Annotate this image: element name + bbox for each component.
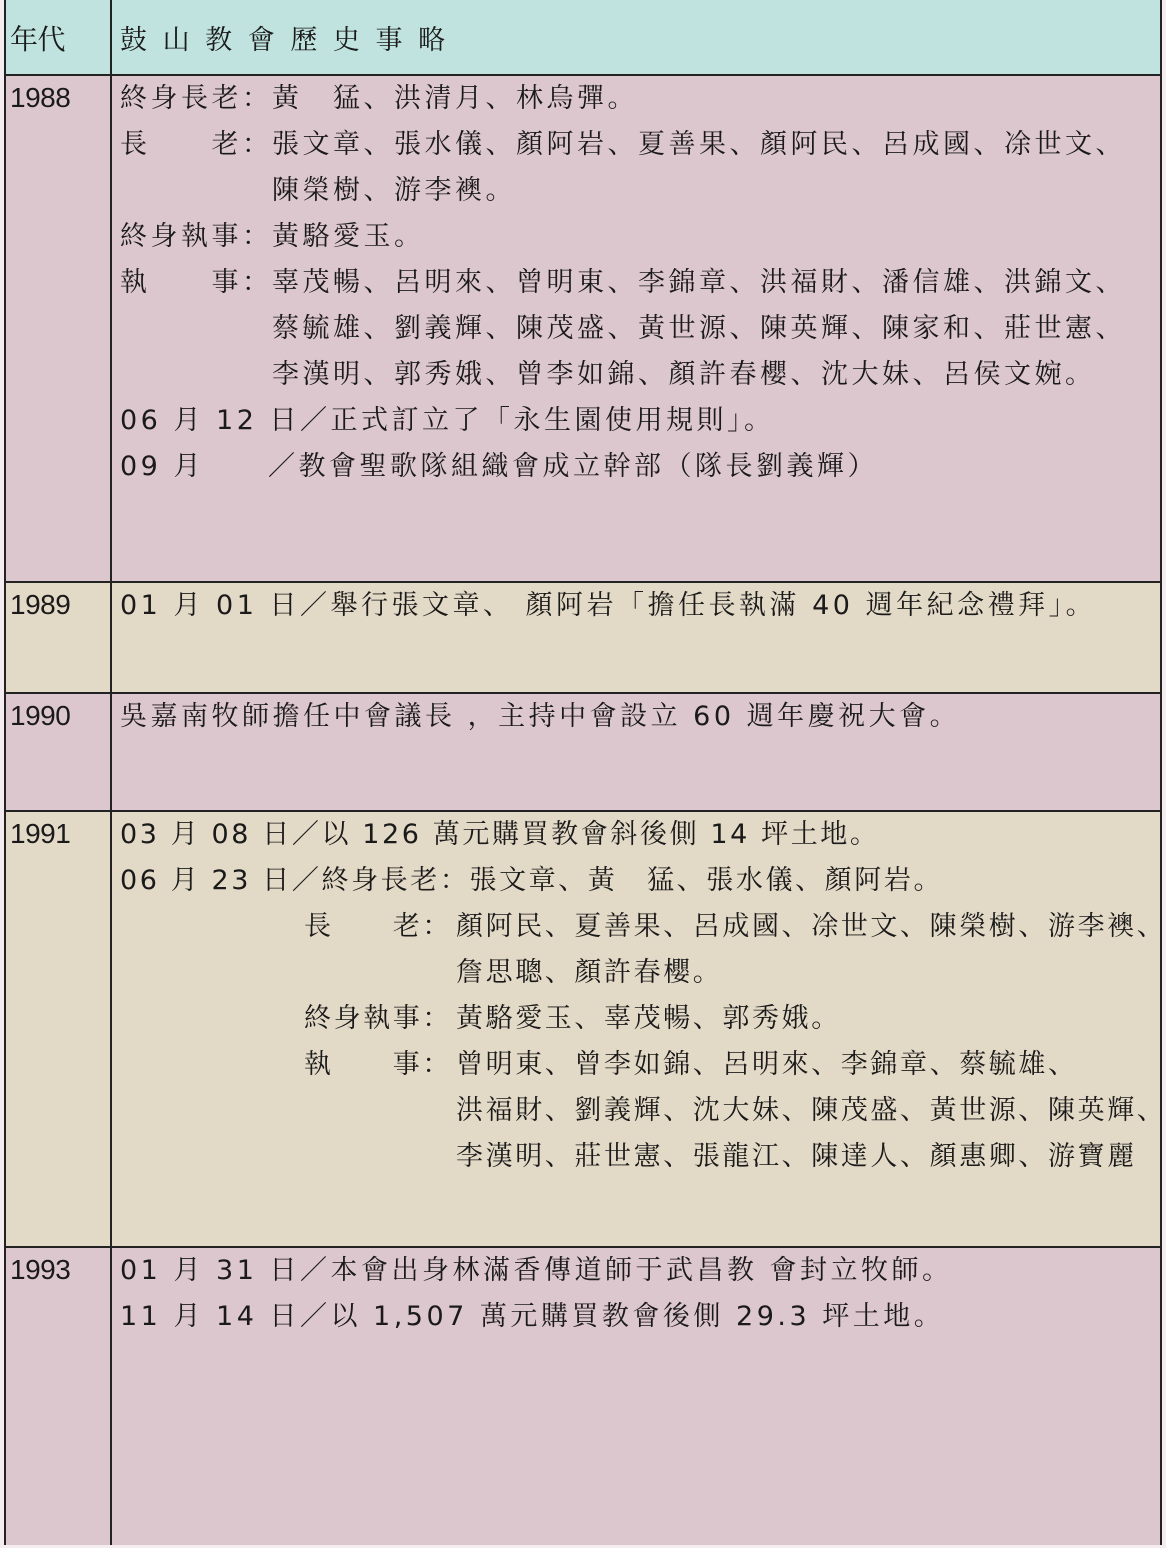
event-line bbox=[120, 862, 1160, 908]
event-line bbox=[120, 587, 1160, 633]
role-label: 長 老： bbox=[304, 911, 452, 942]
event-line bbox=[120, 1092, 1166, 1138]
title-text: 鼓 山 教 會 歷 史 事 略 bbox=[120, 25, 449, 56]
names-text: 顏阿民、夏善果、呂成國、凃世文、陳榮樹、游李襖、 bbox=[456, 911, 1166, 942]
date-label: 01 月 01 日／ bbox=[120, 590, 331, 621]
year-cell: 1991 bbox=[6, 812, 112, 1246]
table-row-1989 bbox=[6, 583, 1160, 694]
names-text: 洪福財、劉義輝、沈大妹、陳茂盛、黃世源、陳英輝、 bbox=[456, 1095, 1166, 1126]
role-label: 終身長老： bbox=[120, 83, 273, 114]
year-cell: 1989 bbox=[6, 583, 112, 692]
year-cell: 1993 bbox=[6, 1248, 112, 1545]
events-cell bbox=[112, 583, 1160, 692]
names-text: 李漢明、莊世憲、張龍江、陳達人、顏惠卿、游寶麗 bbox=[456, 1141, 1137, 1172]
event-line bbox=[120, 310, 1160, 356]
event-line bbox=[120, 218, 1160, 264]
events-cell bbox=[112, 1248, 1160, 1545]
event-line bbox=[120, 1000, 1160, 1046]
names-text: 黃駱愛玉、辜茂暢、郭秀娥。 bbox=[456, 1003, 841, 1034]
event-text: 以 1,507 萬元購買教會後側 29.3 坪土地。 bbox=[330, 1301, 945, 1332]
history-table bbox=[4, 0, 1166, 1545]
table-header bbox=[6, 0, 1160, 76]
event-text: ／教會聖歌隊組織會成立幹部（隊長劉義輝） bbox=[268, 451, 878, 482]
event-line bbox=[120, 698, 1160, 744]
date-label: 03 月 08 日／ bbox=[120, 819, 322, 850]
event-line bbox=[120, 264, 1160, 310]
event-line bbox=[120, 80, 1160, 126]
date-label: 09 月 bbox=[120, 451, 204, 482]
event-line bbox=[120, 356, 1160, 402]
table-row-1993 bbox=[6, 1248, 1160, 1545]
date-label: 06 月 23 日／ bbox=[120, 865, 322, 896]
names-text: 陳榮樹、游李襖。 bbox=[272, 175, 516, 206]
table-title bbox=[112, 0, 1160, 74]
role-label: 執 事： bbox=[120, 267, 273, 298]
names-text: 黃駱愛玉。 bbox=[272, 221, 425, 252]
event-line bbox=[120, 1138, 1160, 1184]
year-cell: 1988 bbox=[6, 76, 112, 581]
table-row-1991 bbox=[6, 812, 1166, 1248]
names-text: 辜茂暢、呂明來、曾明東、李錦章、洪福財、潘信雄、洪錦文、 bbox=[272, 267, 1126, 298]
year-cell: 1990 bbox=[6, 694, 112, 810]
event-line bbox=[120, 908, 1166, 954]
role-label: 執 事： bbox=[304, 1049, 452, 1080]
event-text: 舉行張文章、 顏阿岩「擔任長執滿 40 週年紀念禮拜」。 bbox=[330, 590, 1097, 621]
events-cell bbox=[112, 76, 1160, 581]
event-text: 吳嘉南牧師擔任中會議長 ，主持中會設立 60 週年慶祝大會。 bbox=[120, 701, 961, 732]
names-text: 黃 猛、洪清月、林烏彈。 bbox=[272, 83, 638, 114]
event-text: 正式訂立了「永生園使用規則」。 bbox=[330, 405, 775, 436]
date-label: 11 月 14 日／ bbox=[120, 1301, 331, 1332]
names-text: 詹思聰、顏許春櫻。 bbox=[456, 957, 723, 988]
role-label: 終身執事： bbox=[120, 221, 273, 252]
event-line bbox=[120, 448, 1160, 494]
event-line bbox=[120, 1298, 1160, 1344]
events-cell bbox=[112, 812, 1166, 1246]
role-label: 長 老： bbox=[120, 129, 273, 160]
names-text: 李漢明、郭秀娥、曾李如錦、顏許春櫻、沈大妹、呂侯文婉。 bbox=[272, 359, 1096, 390]
event-text: 終身長老：張文章、黃 猛、張水儀、顏阿岩。 bbox=[321, 865, 944, 896]
date-label: 01 月 31 日／ bbox=[120, 1255, 331, 1286]
year-column-header: 年代 bbox=[6, 0, 112, 74]
table-row-1990 bbox=[6, 694, 1160, 812]
names-text: 曾明東、曾李如錦、呂明來、李錦章、蔡毓雄、 bbox=[456, 1049, 1078, 1080]
event-line bbox=[120, 1252, 1160, 1298]
names-text: 張文章、張水儀、顏阿岩、夏善果、顏阿民、呂成國、凃世文、 bbox=[272, 129, 1126, 160]
event-line bbox=[120, 126, 1160, 172]
event-line bbox=[120, 816, 1160, 862]
event-line bbox=[120, 172, 1160, 218]
names-text: 蔡毓雄、劉義輝、陳茂盛、黃世源、陳英輝、陳家和、莊世憲、 bbox=[272, 313, 1126, 344]
event-text: 以 126 萬元購買教會斜後側 14 坪土地。 bbox=[321, 819, 880, 850]
table-row-1988 bbox=[6, 76, 1160, 583]
role-label: 終身執事： bbox=[304, 1003, 452, 1034]
event-text: 本會出身林滿香傳道師于武昌教 會封立牧師。 bbox=[330, 1255, 953, 1286]
date-label: 06 月 12 日／ bbox=[120, 405, 331, 436]
event-line bbox=[120, 954, 1160, 1000]
event-line bbox=[120, 402, 1160, 448]
event-line bbox=[120, 1046, 1160, 1092]
events-cell bbox=[112, 694, 1160, 810]
